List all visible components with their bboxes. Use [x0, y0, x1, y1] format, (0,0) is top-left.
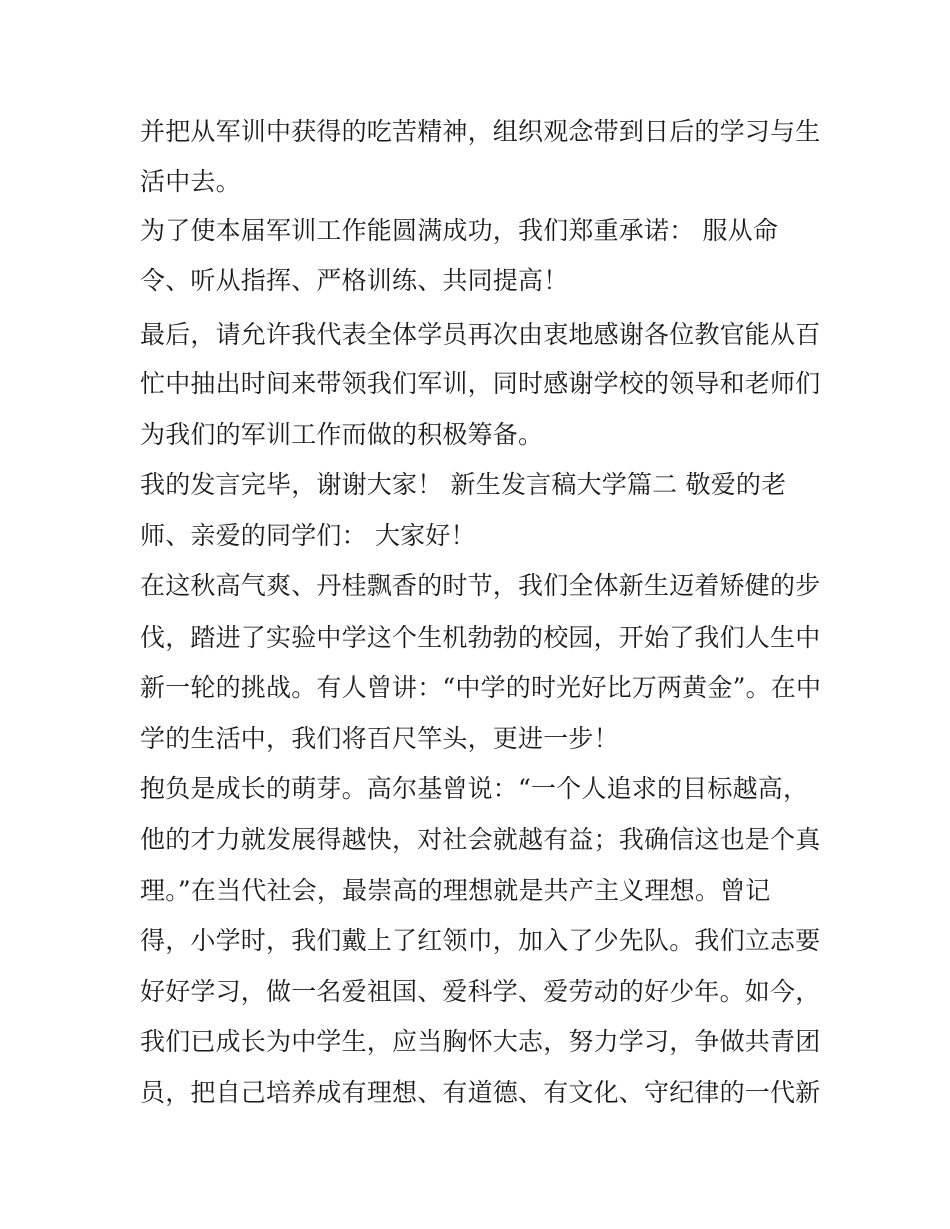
text-line: 得，小学时，我们戴上了红领巾，加入了少先队。我们立志要: [140, 926, 821, 955]
text-line: 并把从军训中获得的吃苦精神，组织观念带到日后的学习与生: [140, 117, 821, 146]
text-line: 令、听从指挥、严格训练、共同提高！: [140, 266, 569, 295]
text-line: 理。”在当代社会，最崇高的理想就是共产主义理想。曾记: [140, 876, 771, 905]
text-line: 我们已成长为中学生，应当胸怀大志，努力学习，争做共青团: [140, 1027, 821, 1056]
text-line: 抱负是成长的萌芽。高尔基曾说：“一个人追求的目标越高，: [140, 774, 809, 803]
text-line: 为我们的军训工作而做的积极筹备。: [140, 420, 544, 449]
text-line: 师、亲爱的同学们： 大家好！: [140, 521, 476, 550]
text-line: 我的发言完毕，谢谢大家！ 新生发言稿大学篇二 敬爱的老: [140, 470, 787, 499]
text-line: 为了使本届军训工作能圆满成功，我们郑重承诺： 服从命: [140, 216, 779, 245]
text-line: 伐，踏进了实验中学这个生机勃勃的校园，开始了我们人生中: [140, 623, 821, 652]
text-line: 最后，请允许我代表全体学员再次由衷地感谢各位教官能从百: [140, 320, 821, 349]
text-line: 学的生活中，我们将百尺竿头，更进一步！: [140, 724, 619, 753]
text-line: 员，把自己培养成有理想、有道德、有文化、守纪律的一代新: [140, 1078, 821, 1107]
text-line: 新一轮的挑战。有人曾讲：“中学的时光好比万两黄金”。在中: [140, 673, 822, 702]
text-line: 在这秋高气爽、丹桂飘香的时节，我们全体新生迈着矫健的步: [140, 571, 821, 600]
text-line: 他的才力就发展得越快，对社会就越有益；我确信这也是个真: [140, 825, 821, 854]
text-line: 活中去。: [140, 167, 241, 196]
text-line: 忙中抽出时间来带领我们军训，同时感谢学校的领导和老师们: [140, 369, 821, 398]
text-line: 好好学习，做一名爱祖国、爱科学、爱劳动的好少年。如今，: [140, 977, 821, 1006]
